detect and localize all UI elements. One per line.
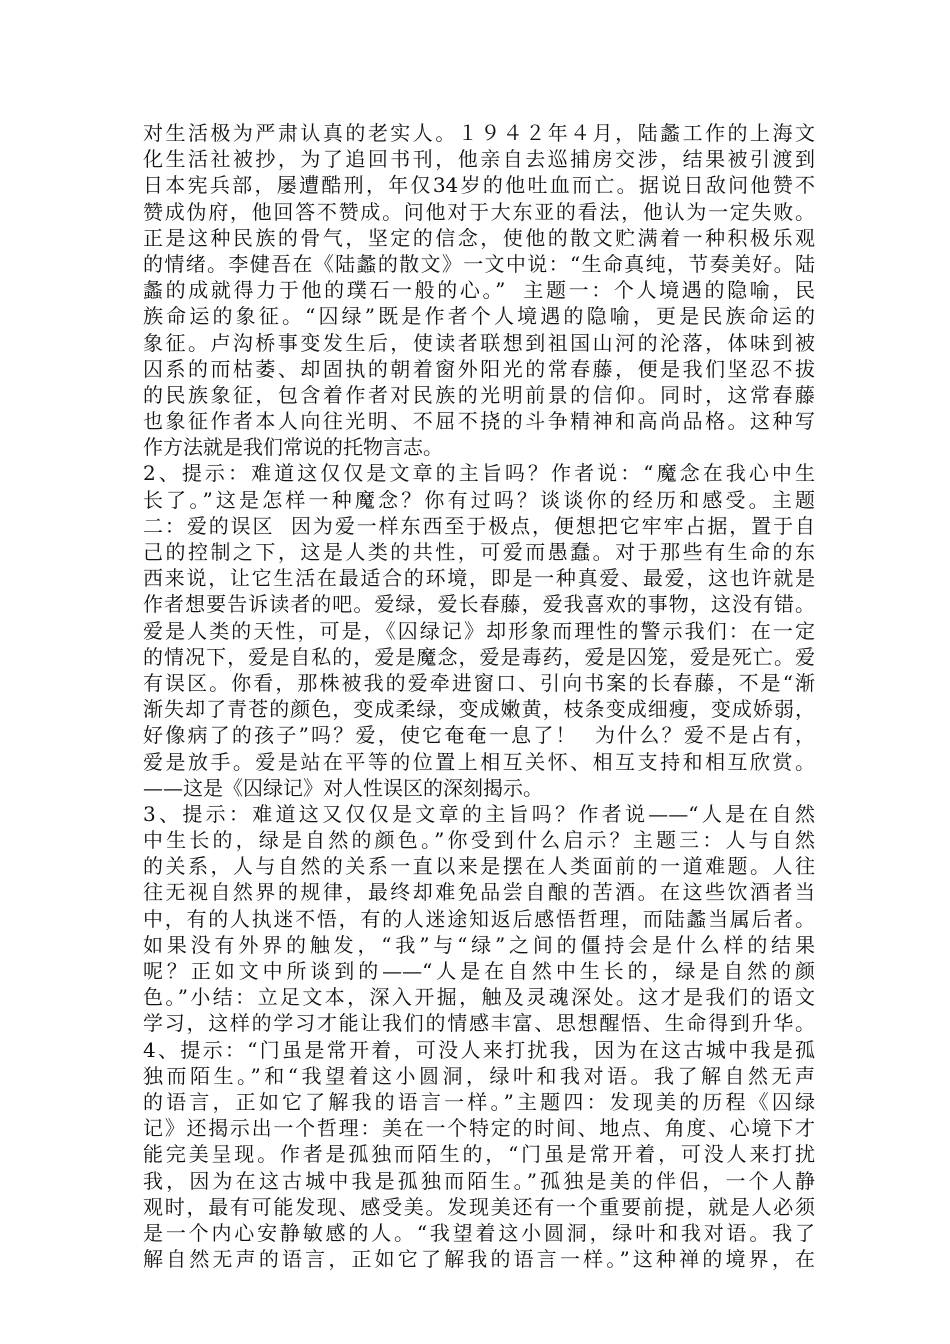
text-line: 对生活极为严肃认真的老实人。１９４２年４月，陆蠡工作的上海文	[143, 121, 815, 145]
text-line: 的情绪。李健吾在《陆蠡的散文》一文中说：“生命真纯，节奏美好。陆	[143, 251, 815, 276]
text-line: 化生活社被抄，为了追回书刊，他亲自去巡捕房交涉，结果被引渡到	[143, 147, 815, 172]
text-line: 的情况下，爱是自私的，爱是魔念，爱是毒药，爱是囚笼，爱是死亡。爱	[143, 644, 815, 669]
text-line: 长了。”这是怎样一种魔念？你有过吗？谈谈你的经历和感受。主题	[143, 487, 815, 512]
text-line: 记》还揭示出一个哲理：美在一个特定的时间、地点、角度、心境下才	[143, 1116, 815, 1141]
text-line: ——这是《囚绿记》对人性误区的深刻揭示。	[143, 775, 543, 800]
text-line: 正是这种民族的骨气，坚定的信念，使他的散文贮满着一种积极乐观	[143, 225, 815, 250]
text-line: 如果没有外界的触发，“我”与“绿”之间的僵持会是什么样的结果	[143, 932, 815, 957]
text-line: 能完美呈现。作者是孤独而陌生的，“门虽是常开着，可没人来打扰	[143, 1142, 815, 1167]
text-line: 观时，最有可能发现、感受美。发现美还有一个重要前提，就是人必须	[143, 1194, 815, 1219]
text-line: 也象征作者本人向往光明、不屈不挠的斗争精神和高尚品格。这种写	[143, 409, 815, 434]
text-line: 的语言，正如它了解我的语言一样。”主题四：发现美的历程《囚绿	[143, 1089, 815, 1114]
text-line: 日本宪兵部，屡遭酷刑，年仅34岁的他吐血而亡。据说日敌问他赞不	[143, 173, 815, 198]
text-line: 西来说，让它生活在最适合的环境，即是一种真爱、最爱，这也许就是	[143, 566, 815, 591]
text-line: 作者想要告诉读者的吧。爱绿，爱长春藤，爱我喜欢的事物，这没有错。	[143, 592, 815, 617]
text-line: 有误区。你看，那株被我的爱牵进窗口、引向书案的长春藤，不是“渐	[143, 670, 815, 695]
text-line: 3、提示：难道这又仅仅是文章的主旨吗？作者说——“人是在自然	[143, 801, 815, 826]
text-line: 2、提示：难道这仅仅是文章的主旨吗？作者说：“魔念在我心中生	[143, 461, 815, 486]
text-line: 中，有的人执迷不悟，有的人迷途知返后感悟哲理，而陆蠡当属后者。	[143, 906, 815, 931]
text-line: 往无视自然界的规律，最终却难免品尝自酿的苦酒。在这些饮酒者当	[143, 880, 815, 905]
text-line: 二：爱的误区 因为爱一样东西至于极点，便想把它牢牢占据，置于自	[143, 513, 815, 538]
text-line: 的民族象征，包含着作者对民族的光明前景的信仰。同时，这常春藤	[143, 382, 815, 407]
text-line: 好像病了的孩子”吗？爱，使它奄奄一息了！ 为什么？爱不是占有，	[143, 723, 815, 748]
text-line: 象征。卢沟桥事变发生后，使读者联想到祖国山河的沦落，体味到被	[143, 330, 815, 355]
text-line: 蠡的成就得力于他的璞石一般的心。” 主题一：个人境遇的隐喻，民	[143, 278, 815, 303]
text-line: 的关系，人与自然的关系一直以来是摆在人类面前的一道难题。人往	[143, 854, 815, 879]
text-line: 中生长的，绿是自然的颜色。”你受到什么启示？主题三：人与自然	[143, 828, 815, 853]
text-line: 爱是放手。爱是站在平等的位置上相互关怀、相互支持和相互欣赏。	[143, 749, 815, 774]
text-line: 解自然无声的语言，正如它了解我的语言一样。”这种禅的境界，在	[143, 1247, 815, 1272]
text-line: 作方法就是我们常说的托物言志。	[143, 435, 443, 460]
text-line: 是一个内心安静敏感的人。“我望着这小圆洞，绿叶和我对语。我了	[143, 1220, 815, 1245]
text-line: 呢？正如文中所谈到的——“人是在自然中生长的，绿是自然的颜	[143, 959, 815, 983]
text-line: 我，因为在这古城中我是孤独而陌生。”孤独是美的伴侣，一个人静	[143, 1168, 815, 1193]
text-line: 色。”小结：立足文本，深入开掘，触及灵魂深处。这才是我们的语文	[143, 985, 815, 1010]
body-text	[143, 120, 815, 1272]
text-line: 4、提示：“门虽是常开着，可没人来打扰我，因为在这古城中我是孤	[143, 1037, 815, 1062]
text-line: 渐失却了青苍的颜色，变成柔绿，变成嫩黄，枝条变成细瘦，变成娇弱，	[143, 697, 815, 722]
text-line: 囚系的而枯萎、却固执的朝着窗外阳光的常春藤，便是我们坚忍不拔	[143, 356, 815, 381]
text-line: 独而陌生。”和“我望着这小圆洞，绿叶和我对语。我了解自然无声	[143, 1063, 815, 1088]
text-line: 学习，这样的学习才能让我们的情感丰富、思想醒悟、生命得到升华。	[143, 1011, 815, 1036]
text-line: 爱是人类的天性，可是，《囚绿记》却形象而理性的警示我们：在一定	[143, 618, 815, 643]
text-line: 赞成伪府，他回答不赞成。问他对于大东亚的看法，他认为一定失败。	[143, 199, 815, 224]
text-line: 族命运的象征。“囚绿”既是作者个人境遇的隐喻，更是民族命运的	[143, 304, 815, 329]
text-line: 己的控制之下，这是人类的共性，可爱而愚蠢。对于那些有生命的东	[143, 540, 815, 564]
